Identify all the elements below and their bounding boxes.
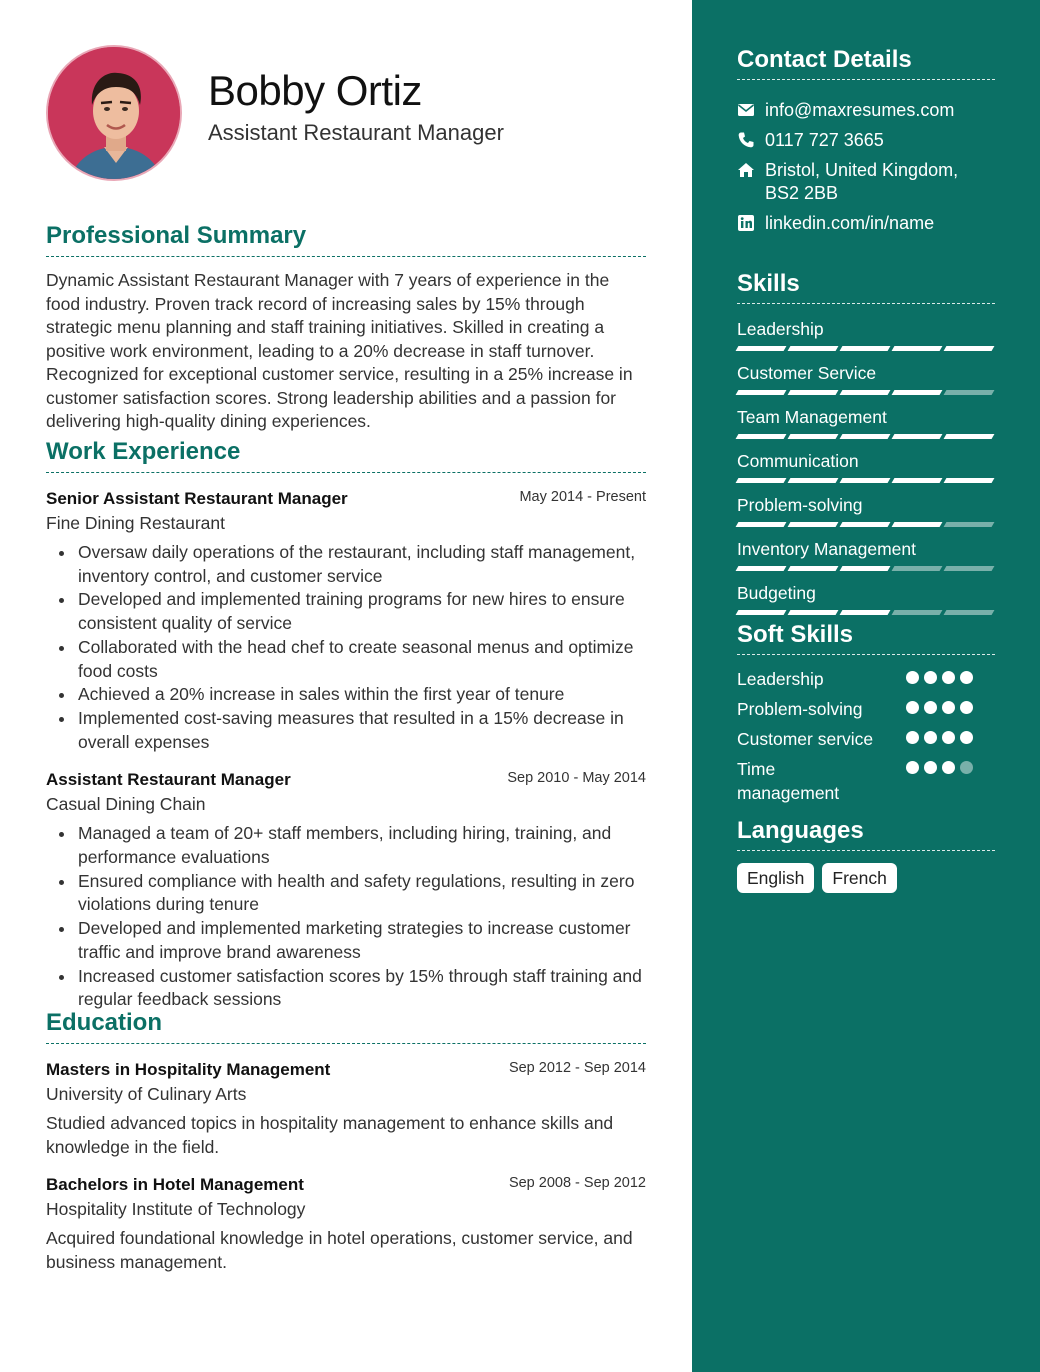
skill-level-segment: [892, 478, 943, 483]
skill-level-segment: [944, 346, 995, 351]
job-bullets: [46, 822, 646, 1012]
linkedin-text: linkedin.com/in/name: [765, 213, 935, 233]
soft-skill-name: Time management: [737, 759, 840, 803]
skill-level-segment: [736, 346, 787, 351]
skill-level-segment: [944, 610, 995, 615]
contact-address: [737, 159, 995, 205]
job-date: Sep 2010 - May 2014: [507, 770, 646, 787]
section-divider: [737, 303, 995, 304]
skill-level-segment: [736, 522, 787, 527]
rating-dot: [924, 731, 937, 744]
skills-section: [737, 268, 995, 615]
skill-level-segment: [944, 522, 995, 527]
envelope-icon: [737, 101, 755, 119]
skill-level-segment: [840, 478, 891, 483]
skill-level-segment: [944, 566, 995, 571]
skill-level-segment: [840, 390, 891, 395]
rating-dot: [924, 671, 937, 684]
section-divider: [46, 256, 646, 257]
soft-skills-section: [737, 619, 995, 811]
skill-level-segment: [736, 610, 787, 615]
skill-level-segment: [736, 434, 787, 439]
rating-dot: [960, 671, 973, 684]
section-title-summary: Professional Summary: [46, 222, 307, 249]
job-org: Fine Dining Restaurant: [46, 513, 225, 533]
skill-level-segment: [892, 522, 943, 527]
job-entry: [46, 487, 646, 754]
skill-level-segment: [788, 390, 839, 395]
soft-skills-list: [737, 667, 995, 805]
skill-level-bar: [737, 522, 995, 527]
education-description: Acquired foundational knowledge in hotel operations, customer service, and business management.: [46, 1228, 633, 1272]
skill-name: Team Management: [737, 407, 887, 427]
section-title-experience: Work Experience: [46, 438, 241, 465]
skill-level-segment: [944, 390, 995, 395]
skill-level-bar: [737, 566, 995, 571]
avatar: [46, 45, 182, 181]
rating-dot: [960, 761, 973, 774]
list-item: Managed a team of 20+ staff members, including hiring, training, and performance evaluations: [46, 822, 646, 869]
skill-level-segment: [788, 566, 839, 571]
list-item: Collaborated with the head chef to create seasonal menus and optimize food costs: [46, 636, 646, 683]
skill-item: [737, 582, 995, 615]
email-text: info@maxresumes.com: [765, 100, 955, 120]
skill-level-bar: [737, 478, 995, 483]
rating-dot: [942, 671, 955, 684]
education-entry: [46, 1058, 646, 1159]
soft-skill-name: Customer service: [737, 729, 874, 749]
skill-level-segment: [788, 610, 839, 615]
rating-dot: [960, 701, 973, 714]
skill-level-segment: [788, 434, 839, 439]
candidate-name: Bobby Ortiz: [208, 67, 422, 114]
section-title-languages: Languages: [737, 817, 864, 844]
degree-title: Masters in Hospitality Management: [46, 1060, 331, 1079]
education-description: Studied advanced topics in hospitality management to enhance skills and knowledge in the field.: [46, 1113, 614, 1157]
skill-level-segment: [736, 478, 787, 483]
languages-list: [737, 863, 995, 893]
skill-level-segment: [944, 434, 995, 439]
language-tag: French: [822, 863, 896, 893]
rating-dot: [942, 731, 955, 744]
skill-level-segment: [892, 346, 943, 351]
skill-level-segment: [736, 566, 787, 571]
list-item: Achieved a 20% increase in sales within the first year of tenure: [46, 683, 646, 707]
job-date: May 2014 - Present: [519, 489, 646, 505]
skill-level-segment: [944, 478, 995, 483]
rating-dot: [906, 671, 919, 684]
soft-skill-item: [737, 667, 995, 691]
phone-icon: [737, 131, 755, 149]
skill-item: [737, 406, 995, 439]
skill-level-segment: [892, 566, 943, 571]
rating-dot: [960, 731, 973, 744]
section-divider: [737, 654, 995, 655]
skill-name: Problem-solving: [737, 495, 863, 515]
skill-level-segment: [892, 610, 943, 615]
languages-section: [737, 815, 995, 893]
address-text: Bristol, United Kingdom, BS2 2BB: [765, 160, 959, 203]
job-entry: [46, 768, 646, 1012]
soft-skill-item: [737, 727, 995, 751]
candidate-role: Assistant Restaurant Manager: [208, 120, 504, 145]
school-name: University of Culinary Arts: [46, 1084, 247, 1104]
contact-section: [737, 44, 995, 235]
skill-level-segment: [892, 434, 943, 439]
skill-level-segment: [840, 566, 891, 571]
home-icon: [737, 161, 755, 179]
rating-dot: [924, 701, 937, 714]
skill-level-segment: [840, 610, 891, 615]
skill-level-segment: [736, 390, 787, 395]
list-item: Increased customer satisfaction scores by 15% through staff training and regular feedback sessions: [46, 965, 646, 1012]
skill-level-bar: [737, 610, 995, 615]
summary-section: [46, 220, 646, 434]
profile-photo: [48, 47, 182, 181]
rating-dot: [906, 761, 919, 774]
education-date: Sep 2008 - Sep 2012: [508, 1175, 646, 1191]
rating-dot: [942, 701, 955, 714]
rating-dot: [942, 761, 955, 774]
education-header: [46, 1058, 646, 1082]
soft-skill-rating: [906, 761, 973, 774]
section-divider: [46, 472, 646, 473]
skill-level-segment: [840, 434, 891, 439]
phone-text: 0117 727 3665: [765, 130, 884, 150]
contact-linkedin[interactable]: [737, 212, 995, 235]
education-date: Sep 2012 - Sep 2014: [508, 1060, 646, 1076]
skill-level-segment: [840, 346, 891, 351]
skill-level-bar: [737, 390, 995, 395]
job-title: Senior Assistant Restaurant Manager: [46, 489, 348, 508]
skill-level-segment: [788, 346, 839, 351]
sidebar: [692, 0, 1040, 1372]
soft-skill-item: [737, 757, 995, 805]
section-divider: [737, 850, 995, 851]
skill-name: Customer Service: [737, 363, 877, 383]
job-title: Assistant Restaurant Manager: [46, 770, 291, 790]
summary-text: Dynamic Assistant Restaurant Manager with 7 years of experience in the food industry. Proven track record of increasing sales by 15% through strategic menu planning and staff training initiatives. Skilled in creating a positive work environment, leading to a 20% decrease in staff turnover. Recognized for exceptional customer service, resulting in a 25% increase in customer satisfaction scores. Strong leadership abilities and a passion for delivering high-quality dining experiences.: [46, 270, 633, 431]
job-header: [46, 487, 646, 511]
section-title-skills: Skills: [737, 270, 800, 297]
job-header: [46, 768, 646, 792]
section-title-contact: Contact Details: [737, 46, 912, 73]
skill-name: Leadership: [737, 319, 824, 339]
job-bullets: [46, 541, 646, 754]
school-name: Hospitality Institute of Technology: [46, 1199, 306, 1219]
soft-skill-rating: [906, 701, 973, 714]
resume-header: [46, 45, 646, 181]
list-item: Ensured compliance with health and safety regulations, resulting in zero violations during tenure: [46, 870, 646, 917]
skill-name: Budgeting: [737, 583, 816, 603]
rating-dot: [924, 761, 937, 774]
education-section: [46, 1007, 646, 1274]
skill-item: [737, 450, 995, 483]
degree-title: Bachelors in Hotel Management: [46, 1175, 304, 1194]
rating-dot: [906, 731, 919, 744]
education-header: [46, 1173, 646, 1197]
section-title-education: Education: [46, 1009, 163, 1036]
contact-email[interactable]: [737, 99, 995, 122]
skill-level-segment: [788, 522, 839, 527]
skill-item: [737, 362, 995, 395]
experience-section: [46, 436, 646, 1012]
skill-item: [737, 494, 995, 527]
soft-skill-name: Problem-solving: [737, 699, 863, 719]
skill-level-segment: [892, 390, 943, 395]
skill-name: Inventory Management: [737, 539, 916, 559]
contact-phone[interactable]: [737, 129, 995, 152]
linkedin-icon: [737, 214, 755, 232]
soft-skill-name: Leadership: [737, 669, 824, 689]
section-divider: [737, 79, 995, 80]
section-title-soft-skills: Soft Skills: [737, 621, 854, 648]
skill-name: Communication: [737, 451, 859, 471]
skill-level-segment: [840, 522, 891, 527]
skill-level-bar: [737, 346, 995, 351]
skill-item: [737, 318, 995, 351]
list-item: Developed and implemented marketing strategies to increase customer traffic and improve brand awareness: [46, 917, 646, 964]
skill-item: [737, 538, 995, 571]
rating-dot: [906, 701, 919, 714]
language-tag: English: [737, 863, 814, 893]
education-entry: [46, 1173, 646, 1274]
soft-skill-rating: [906, 731, 973, 744]
list-item: Developed and implemented training programs for new hires to ensure consistent quality of service: [46, 588, 646, 635]
soft-skill-rating: [906, 671, 973, 684]
job-org: Casual Dining Chain: [46, 794, 206, 815]
list-item: Implemented cost-saving measures that resulted in a 15% decrease in overall expenses: [46, 707, 646, 754]
section-divider: [46, 1043, 646, 1044]
skill-level-bar: [737, 434, 995, 439]
skill-level-segment: [788, 478, 839, 483]
soft-skill-item: [737, 697, 995, 721]
list-item: Oversaw daily operations of the restaurant, including staff management, inventory control, and customer service: [46, 541, 646, 588]
skills-list: [737, 318, 995, 615]
